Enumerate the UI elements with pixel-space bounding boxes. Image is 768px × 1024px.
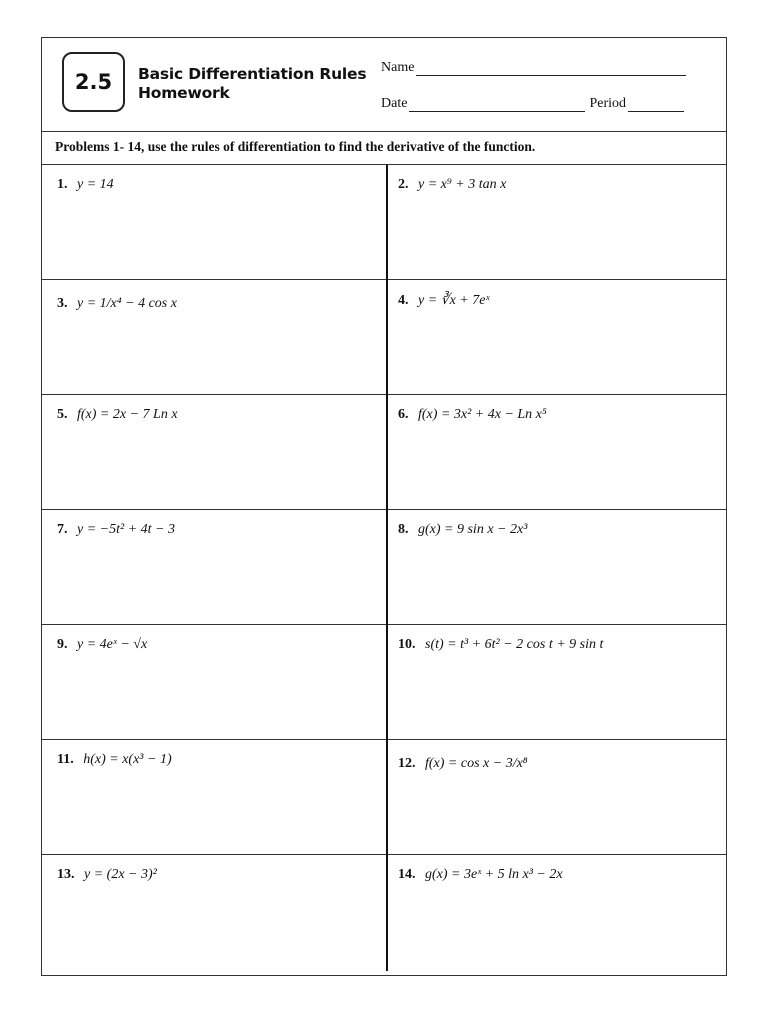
problem-number: 11.: [57, 752, 74, 767]
problem-number: 2.: [398, 177, 409, 192]
problem-2[interactable]: [387, 165, 728, 279]
problem-expression: y = x⁹ + 3 tan x: [418, 177, 507, 192]
problem-expression: f(x) = 3x² + 4x − Ln x⁵: [418, 407, 547, 422]
problem-number: 12.: [398, 756, 416, 771]
problem-number: 9.: [57, 637, 68, 652]
problem-number: 4.: [398, 293, 409, 308]
problem-expression: y = 4eˣ − √x: [77, 637, 148, 652]
date-line[interactable]: [409, 97, 585, 112]
problem-number: 5.: [57, 407, 68, 422]
problem-row: [42, 510, 726, 625]
problem-10[interactable]: [387, 625, 728, 739]
period-label: Period: [589, 96, 626, 111]
problem-expression: y = 1/x⁴ − 4 cos x: [77, 296, 177, 311]
problem-number: 8.: [398, 522, 409, 537]
problem-expression: g(x) = 3eˣ + 5 ln x³ − 2x: [425, 867, 563, 882]
name-label: Name: [381, 60, 415, 75]
problem-number: 6.: [398, 407, 409, 422]
section-number: 2.5: [74, 70, 113, 94]
problem-number: 3.: [57, 296, 68, 311]
problem-11[interactable]: [42, 740, 387, 854]
worksheet-title: [138, 65, 366, 103]
date-label: Date: [381, 96, 408, 111]
problem-9[interactable]: [42, 625, 387, 739]
problem-6[interactable]: [387, 395, 728, 509]
problem-expression: f(x) = cos x − 3/x⁸: [425, 756, 528, 771]
problem-13[interactable]: [42, 855, 387, 970]
problem-expression: s(t) = t³ + 6t² − 2 cos t + 9 sin t: [425, 637, 604, 652]
problem-7[interactable]: [42, 510, 387, 624]
section-number-badge: [62, 52, 125, 112]
problem-number: 13.: [57, 867, 75, 882]
instructions: Problems 1- 14, use the rules of differentiation to find the derivative of the function.: [55, 139, 536, 154]
date-field[interactable]: [381, 96, 684, 112]
problem-row: [42, 165, 726, 280]
name-field[interactable]: [381, 60, 686, 76]
problem-1[interactable]: [42, 165, 387, 279]
problem-expression: y = −5t² + 4t − 3: [77, 522, 175, 537]
problem-expression: f(x) = 2x − 7 Ln x: [77, 407, 178, 422]
problem-expression: y = ∛x + 7eˣ: [418, 293, 490, 308]
problem-row: [42, 625, 726, 740]
problem-expression: h(x) = x(x³ − 1): [83, 752, 172, 767]
problem-number: 1.: [57, 177, 68, 192]
problem-5[interactable]: [42, 395, 387, 509]
problem-14[interactable]: [387, 855, 728, 970]
name-line[interactable]: [416, 61, 686, 76]
problem-grid: [42, 165, 726, 970]
problem-3[interactable]: [42, 280, 387, 394]
period-line[interactable]: [628, 97, 684, 112]
problem-8[interactable]: [387, 510, 728, 624]
problem-row: [42, 855, 726, 970]
problem-row: [42, 740, 726, 855]
problem-row: [42, 395, 726, 510]
problem-number: 7.: [57, 522, 68, 537]
problem-number: 10.: [398, 637, 416, 652]
worksheet: [41, 37, 727, 976]
problem-number: 14.: [398, 867, 416, 882]
problem-expression: y = (2x − 3)²: [84, 867, 157, 882]
problem-4[interactable]: [387, 280, 728, 394]
title-line-2: Homework: [138, 84, 230, 102]
title-line-1: Basic Differentiation Rules: [138, 65, 367, 83]
problem-expression: y = 14: [77, 177, 114, 192]
problem-row: [42, 280, 726, 395]
problem-expression: g(x) = 9 sin x − 2x³: [418, 522, 528, 537]
column-divider: [386, 165, 388, 971]
header-divider: [42, 131, 726, 132]
problem-12[interactable]: [387, 740, 728, 854]
